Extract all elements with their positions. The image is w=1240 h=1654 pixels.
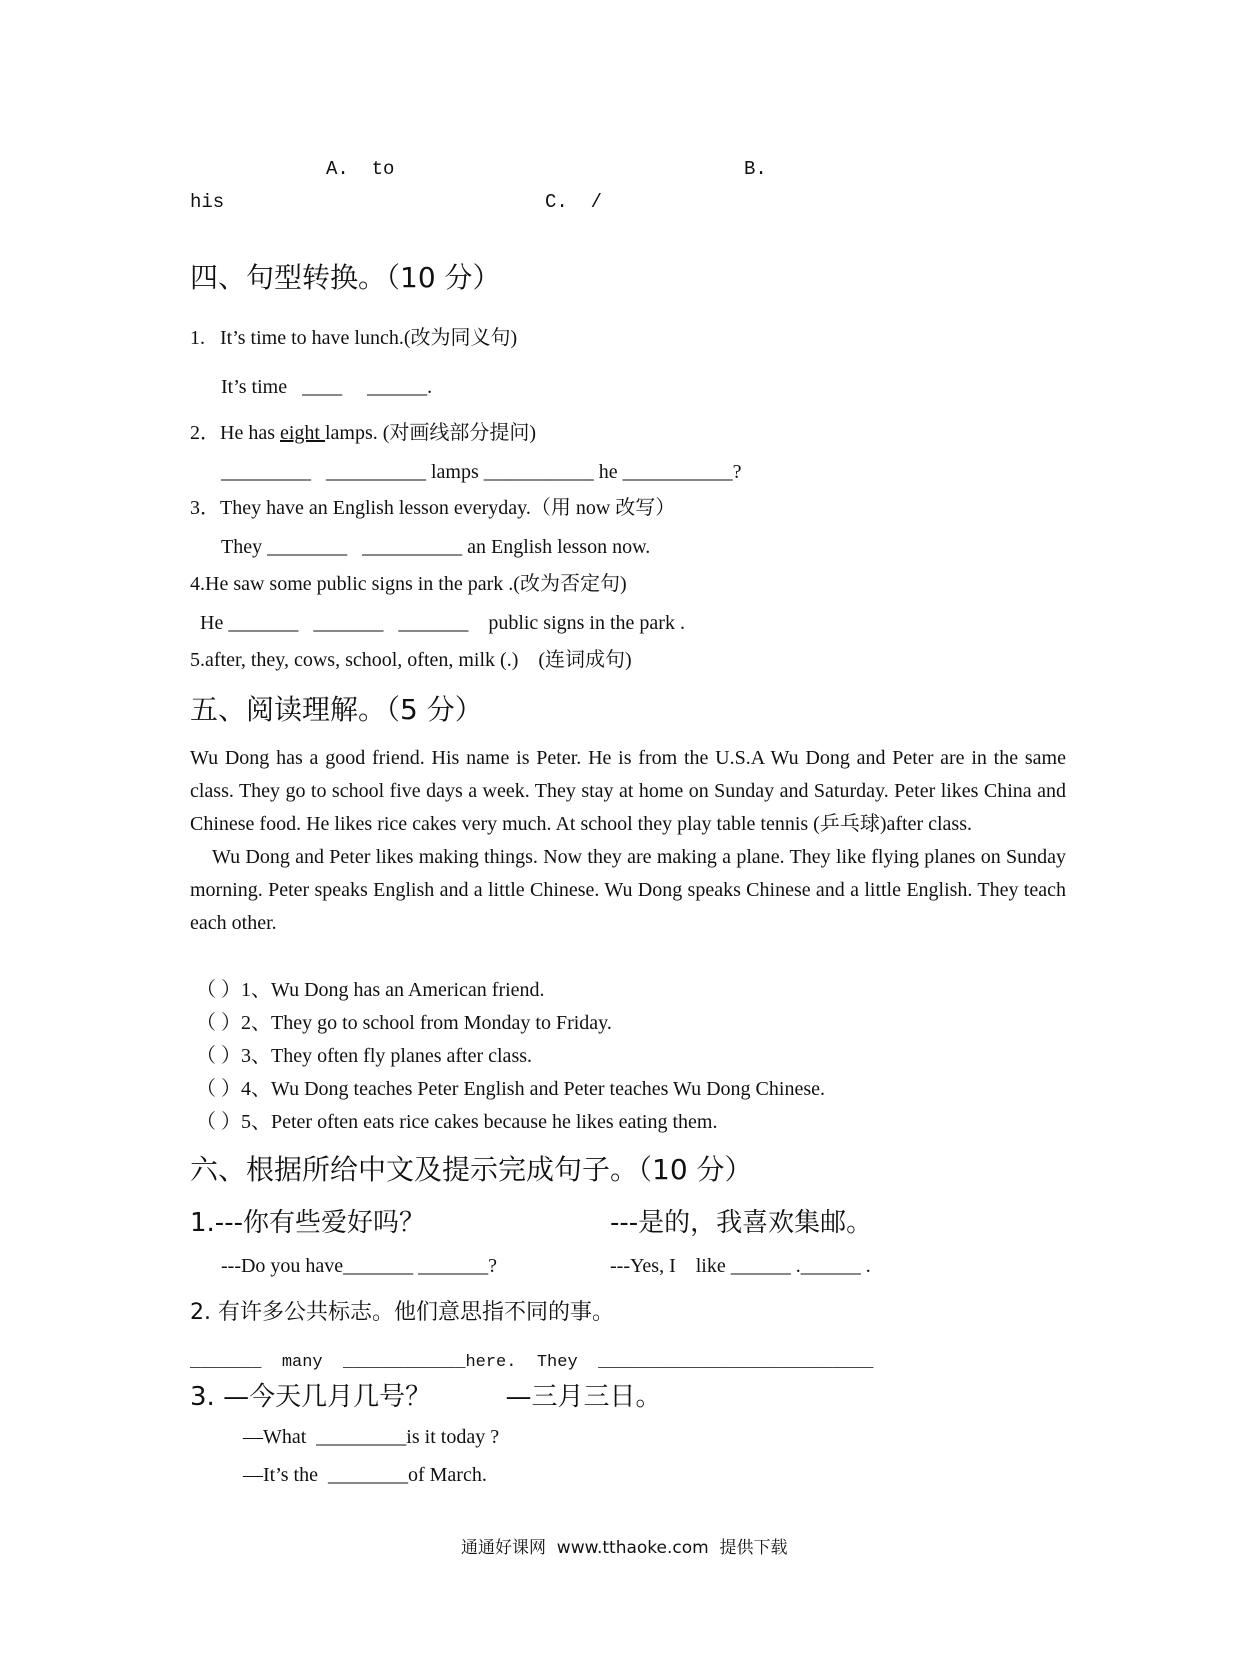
option-c: C. / [545, 191, 603, 213]
reading-item-5: （ ）5、Peter often eats rice cakes because he likes eating them. [196, 1111, 718, 1133]
section6-q1-chinese-a: 1.---你有些爱好吗？ [190, 1208, 425, 1238]
reading-paragraph-1: Wu Dong has a good friend. His name is Peter. He is from the U.S.A Wu Dong and Peter are in the same class. They go to school five days a week. They stay at home on Sunday and Saturday. Peter likes China and Chinese food. He likes rice cakes very much. At school they play table tennis (乒乓球)after class. [190, 747, 1066, 835]
section4-answer-4: He _______ _______ _______ public signs in the park . [200, 612, 685, 634]
section4-title: 四、句型转换。（10 分） [190, 261, 501, 294]
reading-passage [190, 742, 1066, 940]
section6-q2-english: _______ many ____________here. They ___________________________ [190, 1353, 874, 1372]
section6-q3-chinese: 3. —今天几月几号？ —三月三日。 [190, 1382, 662, 1412]
section6-q2-chinese: 2. 有许多公共标志。他们意思指不同的事。 [190, 1300, 614, 1325]
section6-q3-english-a: —What _________is it today ? [243, 1426, 500, 1448]
option-b-value: his [190, 191, 225, 213]
option-b: B. [744, 158, 767, 180]
section4-question-5: 5.after, they, cows, school, often, milk (.) (连词成句) [190, 649, 632, 671]
reading-item-4: （ ）4、Wu Dong teaches Peter English and Peter teaches Wu Dong Chinese. [196, 1078, 825, 1100]
section6-q3-english-b: —It’s the ________of March. [243, 1464, 487, 1486]
q2-underlined-word: eight [279, 422, 325, 444]
reading-item-1: （ ）1、Wu Dong has an American friend. [196, 979, 545, 1001]
section4-question-2 [190, 423, 536, 443]
section6-q1-english-b: ---Yes, I like ______ .______ . [610, 1255, 871, 1277]
section5-title: 五、阅读理解。（5 分） [190, 693, 483, 726]
q2-prefix: 2．He has [190, 422, 280, 444]
section4-question-3: 3．They have an English lesson everyday.（用 now 改写） [190, 497, 676, 519]
section6-q1-english-a: ---Do you have_______ _______? [221, 1255, 498, 1277]
reading-item-3: （ ）3、They often fly planes after class. [196, 1045, 533, 1067]
reading-item-2: （ ）2、They go to school from Monday to Friday. [196, 1012, 612, 1034]
option-a: A. to [326, 158, 395, 180]
section6-q1-chinese-b: ---是的，我喜欢集邮。 [610, 1208, 873, 1238]
q2-suffix: lamps. (对画线部分提问) [324, 422, 537, 444]
page-footer: 通通好课网 www.tthaoke.com 提供下载 [461, 1538, 788, 1558]
section4-question-4: 4.He saw some public signs in the park .(改为否定句) [190, 573, 627, 595]
reading-paragraph-2: Wu Dong and Peter likes making things. Now they are making a plane. They like flying planes on Sunday morning. Peter speaks English and a little Chinese. Wu Dong speaks Chinese and a little English. They teach each other. [190, 846, 1066, 934]
section4-answer-2: _________ __________ lamps ___________ he ___________? [221, 461, 742, 483]
section4-question-1: 1. It’s time to have lunch.(改为同义句) [190, 327, 518, 349]
section4-answer-3: They ________ __________ an English lesson now. [221, 536, 651, 558]
section4-answer-1: It’s time ____ ______. [221, 376, 433, 398]
section6-title: 六、根据所给中文及提示完成句子。（10 分） [190, 1153, 753, 1186]
